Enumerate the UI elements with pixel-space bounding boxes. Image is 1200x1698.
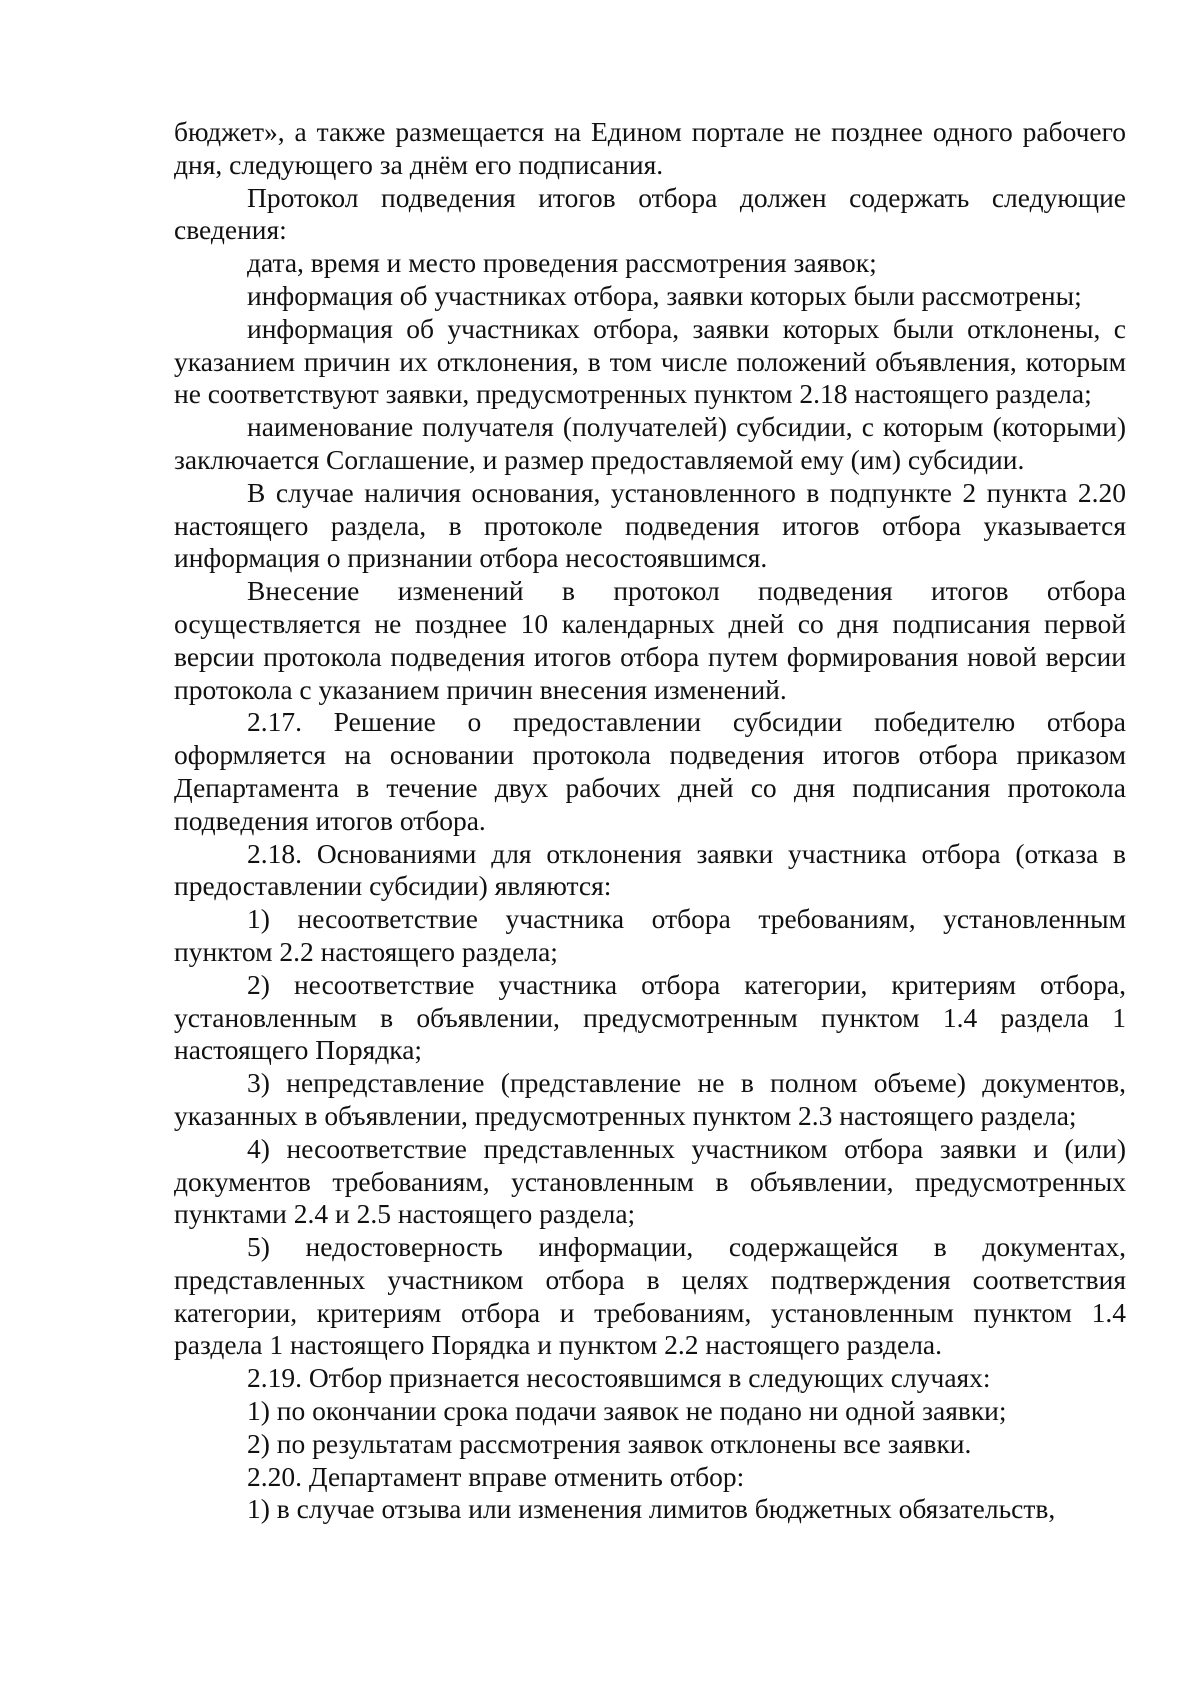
paragraph: В случае наличия основания, установленного в подпункте 2 пункта 2.20 настоящего раздела, в протоколе подведения итогов отбора указывается информация о признании отбора несостоявшимся. [174,476,1126,574]
paragraph-section-2-17: 2.17. Решение о предоставлении субсидии победителю отбора оформляется на основании протокола подведения итогов отбора приказом Департамента в течение двух рабочих дней со дня подписания протокола подведения итогов отбора. [174,706,1126,836]
document-text [174,116,1126,1526]
paragraph-protocol-contents: Протокол подведения итогов отбора должен содержать следующие сведения: [174,181,1126,246]
paragraph-list-item: 1) несоответствие участника отбора требованиям, установленным пунктом 2.2 настоящего раздела; [174,903,1126,967]
paragraph-list-item: информация об участниках отбора, заявки которых были рассмотрены; [247,279,1082,311]
paragraph-list-item: наименование получателя (получателей) субсидии, с которым (которыми) заключается Соглашение, и размер предоставляемой ему (им) субсидии. [174,411,1126,475]
paragraph: Внесение изменений в протокол подведения итогов отбора осуществляется не позднее 10 календарных дней со дня подписания первой версии протокола подведения итогов отбора путем формирования новой версии протокола с указанием причин внесения изменений. [174,575,1126,705]
paragraph-list-item: 4) несоответствие представленных участником отбора заявки и (или) документов требованиям, установленным в объявлении, предусмотренных пунктами 2.4 и 2.5 настоящего раздела; [174,1132,1126,1230]
paragraph-list-item: 3) непредставление (представление не в полном объеме) документов, указанных в объявлении, предусмотренных пунктом 2.3 настоящего раздела; [174,1067,1126,1131]
paragraph-section-2-20: 2.20. Департамент вправе отменить отбор: [247,1460,745,1492]
paragraph-list-item: 1) в случае отзыва или изменения лимитов бюджетных обязательств, [247,1493,1056,1525]
paragraph-continuation: бюджет», а также размещается на Едином портале не позднее одного рабочего дня, следующего за днём его подписания. [174,116,1126,180]
paragraph-list-item: 5) недостоверность информации, содержащейся в документах, представленных участником отбора в целях подтверждения соответствия категории, критериям отбора и требованиям, установленным пунктом 1.4 раздела 1 настоящего Порядка и пунктом 2.2 настоящего раздела. [174,1231,1126,1361]
paragraph-list-item: дата, время и место проведения рассмотрения заявок; [247,247,877,279]
paragraph-list-item: 2) несоответствие участника отбора категории, критериям отбора, установленным в объявлении, предусмотренным пунктом 1.4 раздела 1 настоящего Порядка; [174,968,1126,1066]
paragraph-list-item: информация об участниках отбора, заявки которых были отклонены, с указанием причин их отклонения, в том числе положений объявления, которым не соответствуют заявки, предусмотренных пунктом 2.18 настоящего раздела; [174,312,1126,410]
paragraph-section-2-19: 2.19. Отбор признается несостоявшимся в следующих случаях: [247,1362,991,1394]
paragraph-list-item: 1) по окончании срока подачи заявок не подано ни одной заявки; [247,1395,1007,1427]
paragraph-list-item: 2) по результатам рассмотрения заявок отклонены все заявки. [247,1427,972,1459]
paragraph-section-2-18: 2.18. Основаниями для отклонения заявки участника отбора (отказа в предоставлении субсидии) являются: [174,837,1126,902]
